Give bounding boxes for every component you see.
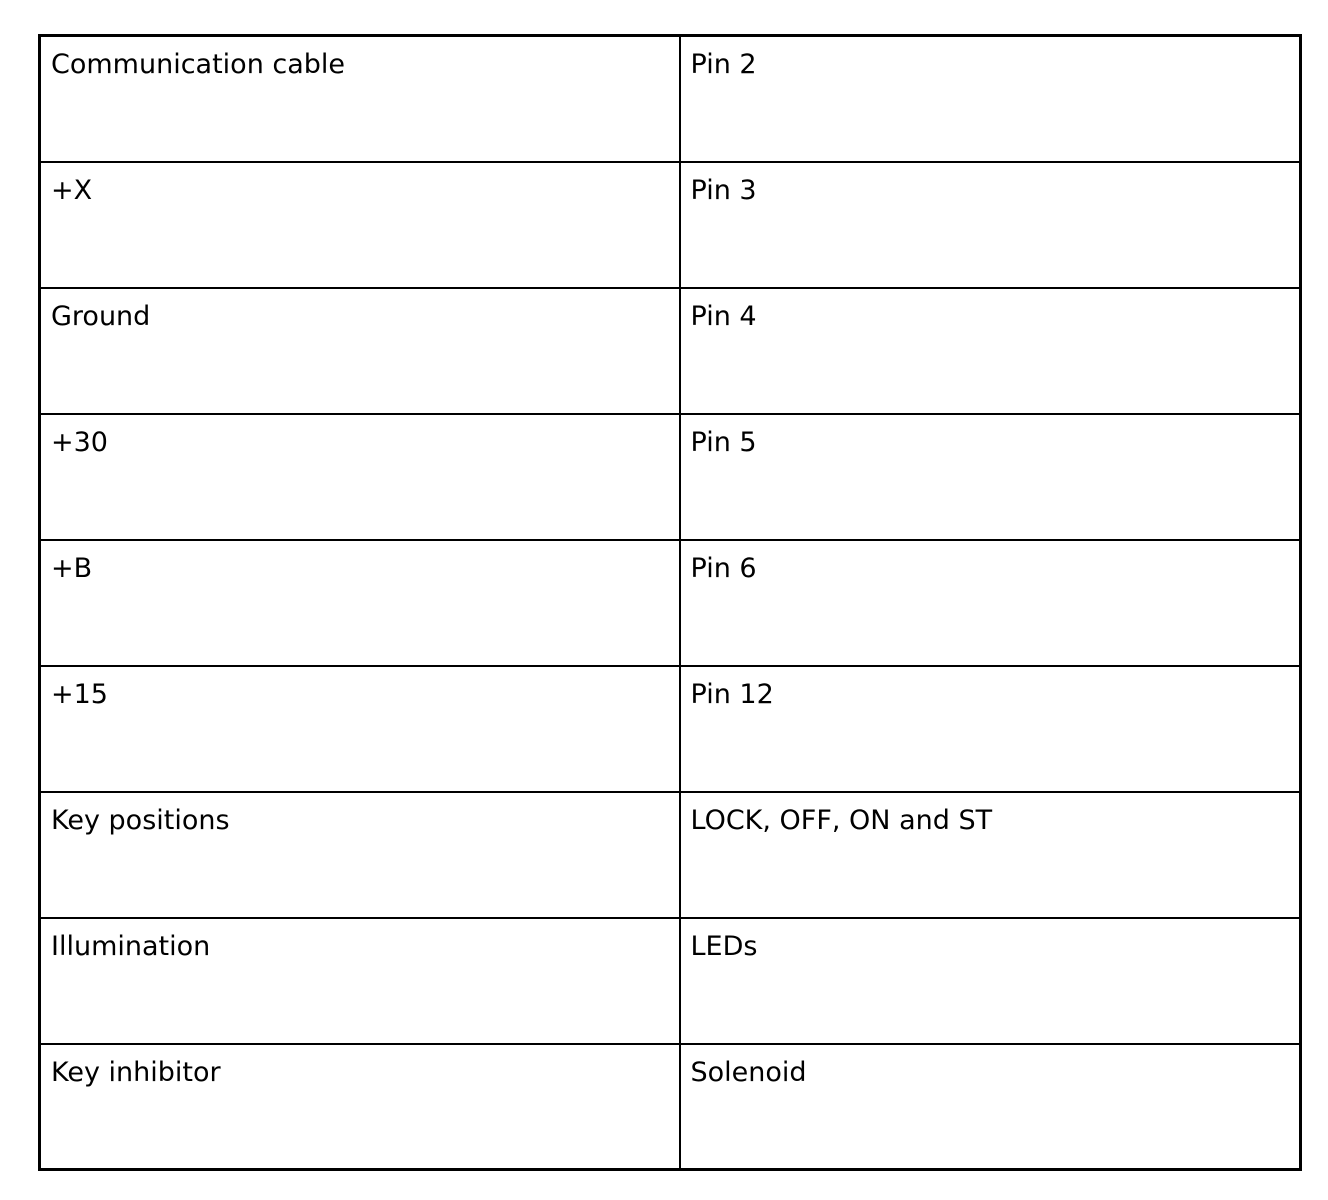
row-value: Solenoid — [680, 1044, 1301, 1170]
table-row — [40, 414, 1301, 540]
row-value: LEDs — [680, 918, 1301, 1044]
table-row — [40, 792, 1301, 918]
row-value: Pin 4 — [680, 288, 1301, 414]
row-label: Ground — [40, 288, 680, 414]
table-body — [40, 36, 1301, 1170]
table-row — [40, 288, 1301, 414]
row-value: Pin 2 — [680, 36, 1301, 162]
row-value: Pin 12 — [680, 666, 1301, 792]
table-row — [40, 1044, 1301, 1170]
row-label: Illumination — [40, 918, 680, 1044]
specification-table — [38, 34, 1302, 1171]
row-label: Key inhibitor — [40, 1044, 680, 1170]
table-row — [40, 36, 1301, 162]
row-label: Key positions — [40, 792, 680, 918]
row-value: Pin 5 — [680, 414, 1301, 540]
row-value: Pin 6 — [680, 540, 1301, 666]
row-label: Communication cable — [40, 36, 680, 162]
row-label: +15 — [40, 666, 680, 792]
row-label: +X — [40, 162, 680, 288]
table-row — [40, 666, 1301, 792]
row-label: +B — [40, 540, 680, 666]
row-value: Pin 3 — [680, 162, 1301, 288]
row-value: LOCK, OFF, ON and ST — [680, 792, 1301, 918]
table-row — [40, 918, 1301, 1044]
table-row — [40, 540, 1301, 666]
table-row — [40, 162, 1301, 288]
row-label: +30 — [40, 414, 680, 540]
